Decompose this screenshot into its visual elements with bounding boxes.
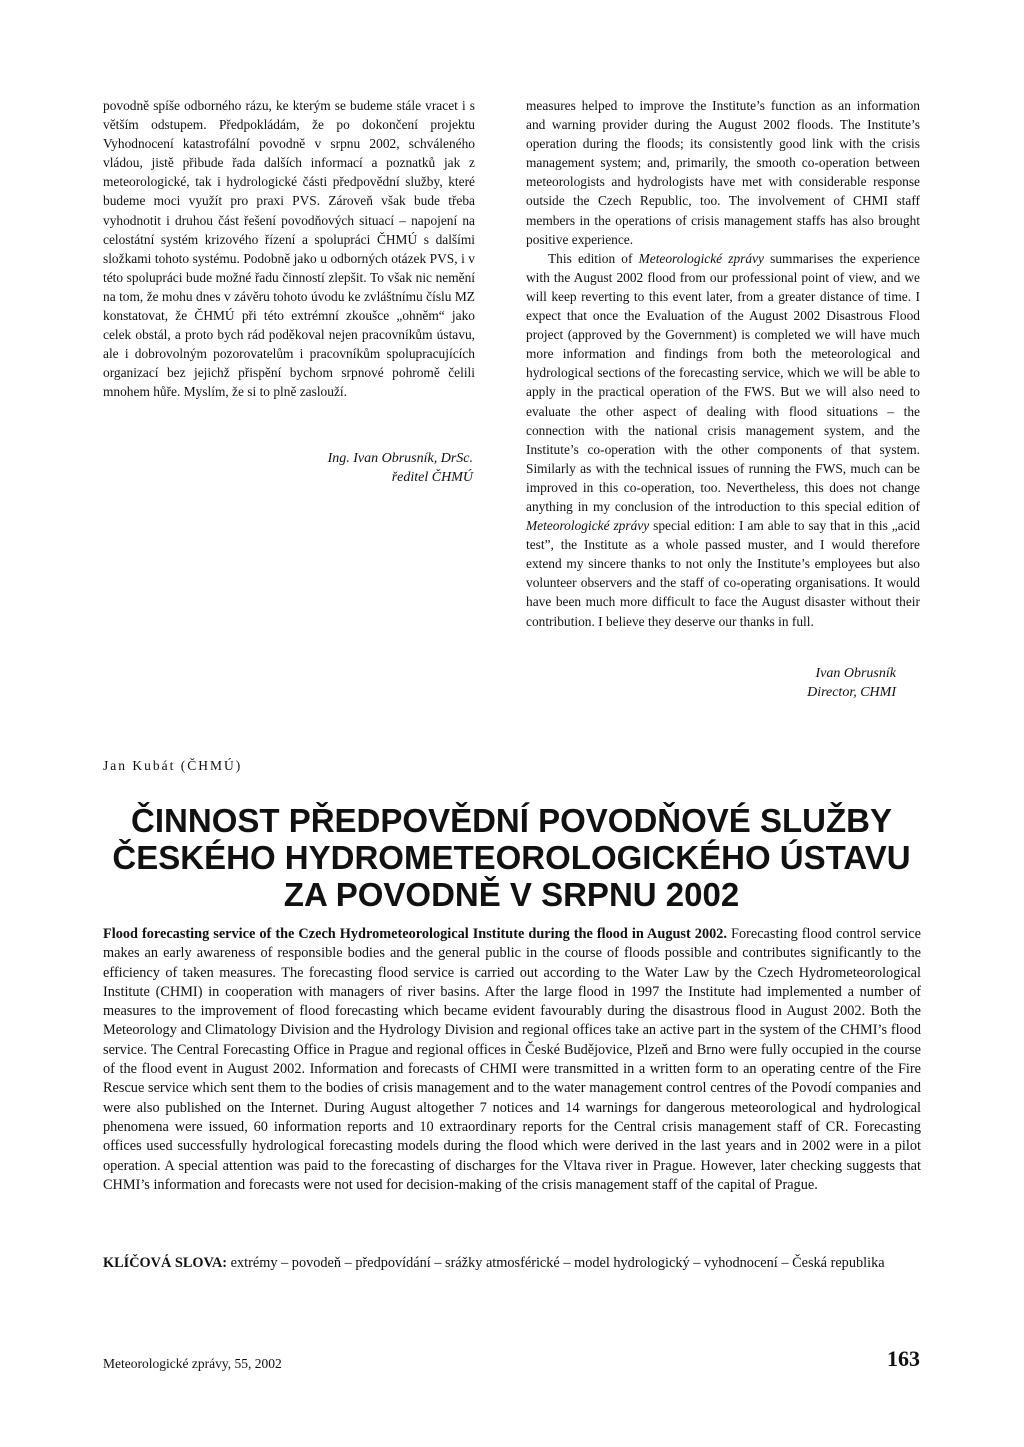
journal-name-italic-2: Meteorologické zprávy xyxy=(526,518,650,534)
journal-reference: Meteorologické zprávy, 55, 2002 xyxy=(103,1356,282,1371)
title-line-1: ČINNOST PŘEDPOVĚDNÍ POVODŇOVÉ SLUŽBY xyxy=(131,802,892,839)
right-paragraph-2-part-1: This edition of xyxy=(548,250,639,266)
signature-name-english: Ivan Obrusník xyxy=(815,666,896,681)
signature-title-english: Director, CHMI xyxy=(807,685,896,700)
czech-signature-block xyxy=(300,449,473,487)
article-author: Jan Kubát (ČHMÚ) xyxy=(103,758,243,773)
right-paragraph-1: measures helped to improve the Institute’s function as an information and warning provider during the August 2002 floods. The Institute’s operation during the floods; its consistently good link with the crisis management system; and, primarily, the smooth co-operation between meteorologists and hydrologists have met with considerable response outside the Czech Republic, too. The involvement of CHMI staff members in the operations of crisis management staffs has also brought positive experience. xyxy=(526,98,920,247)
page-number: 163 xyxy=(887,1346,920,1371)
abstract xyxy=(103,925,921,1195)
keywords-label: KLÍČOVÁ SLOVA: xyxy=(103,1255,228,1271)
title-line-3: ZA POVODNĚ V SRPNU 2002 xyxy=(283,876,740,913)
abstract-heading: Flood forecasting service of the Czech Hydrometeorological Institute during the flood in August 2002. xyxy=(103,926,727,942)
journal-name-italic-1: Meteorologické zprávy xyxy=(638,250,764,266)
article-title xyxy=(103,802,920,913)
title-line-2: ČESKÉHO HYDROMETEOROLOGICKÉHO ÚSTAVU xyxy=(112,839,911,876)
right-paragraph-2 xyxy=(526,249,920,631)
signature-name-czech: Ing. Ivan Obrusník, DrSc. xyxy=(327,451,473,466)
left-paragraph: povodně spíše odborného rázu, ke kterým se budeme stále vracet i s větším odstupem. Předpokládám, že po dokončení projektu Vyhodnocení katastrofální povodně v srpnu 2002, schváleného vládou, jistě přibude řada dalších informací a poznatků jak z meteorologické, tak i hydrologické části předpovědní služby, které budeme moci využít pro praxi PVS. Zároveň však bude třeba vyhodnotit i druhou část řešení povodňových situací – napojení na celostátní systém krizového řízení a spolupráci ČHMÚ s dalšími složkami tohoto systému. Podobně jako u odborných otázek PVS, i v této spolupráci bude možné řadu činností zlepšit. To však nic nemění na tom, že mohu dnes v závěru tohoto úvodu ke zvláštnímu číslu MZ konstatovat, že ČHMÚ při této extrémní zkoušce „ohněm“ jako celek obstál, a proto bych rád poděkoval nejen pracovníkům ústavu, ale i dobrovolným pozorovatelům i pracovníkům spolupracujících organizací bez jejichž přispění bychom srpnové pohromě čelili mnohem hůře. Myslím, že si to plně zaslouží. xyxy=(103,98,475,400)
right-paragraph-2-part-2: summarises the experience with the August 2002 flood from our professional point of view, and we will keep reverting to this event later, from a greater distance of time. I expect that once the Evaluation of the August 2002 Disastrous Flood project (approved by the Government) is completed we will have much more information and findings from both the meteorological and hydrological sections of the forecasting service, which we will be able to apply in the practical operation of the FWS. But we will also need to evaluate the other aspect of dealing with flood situations – the connection with the national crisis management system, and the Institute’s co-operation with the other components of that system. Similarly as with the technical issues of running the FWS, much can be improved in this co-operation, too. Nevertheless, this does not change anything in my conclusion of the introduction to this special edition of xyxy=(526,250,920,514)
signature-title-czech: ředitel ČHMÚ xyxy=(391,470,473,485)
english-signature-block xyxy=(700,664,896,702)
right-text-column xyxy=(526,96,920,631)
keywords-text: extrémy – povodeň – předpovídání – srážky atmosférické – model hydrologický – vyhodnocení – Česká republika xyxy=(227,1255,885,1271)
left-text-column xyxy=(103,96,475,402)
keywords xyxy=(103,1254,921,1274)
right-paragraph-2-part-3: special edition: I am able to say that in this „acid test”, the Institute as a whole passed muster, and I would therefore extend my sincere thanks to not only the Institute’s employees but also volunteer observers and the staff of co-operating organisations. It would have been much more difficult to face the August disaster without their contribution. I believe they deserve our thanks in full. xyxy=(526,518,921,629)
abstract-text: Forecasting flood control service makes an early awareness of responsible bodies and the general public in the course of floods possible and contributes significantly to the efficiency of taken measures. The forecasting flood service is carried out according to the Water Law by the Czech Hydrometeorological Institute (CHMI) in cooperation with managers of river basins. After the large flood in 1997 the Institute had implemented a number of measures to the improvement of flood forecasting which became evident favourably during the disastrous flood in August 2002. Both the Meteorology and Climatology Division and the Hydrology Division and regional offices take an active part in the system of the CHMI’s flood service. The Central Forecasting Office in Prague and regional offices in České Budějovice, Plzeň and Brno were fully occupied in the course of the flood event in August 2002. Information and forecasts of CHMI were transmitted in a written form to an operating centre of the Fire Rescue service which sent them to the bodies of crisis management and to the water management control centres of the Povodí companies and were also published on the Internet. During August altogether 7 notices and 14 warnings for dangerous meteorological and hydrological phenomena were issued, 60 information reports and 10 extraordinary reports for the Central crisis management staff of CR. Forecasting offices used successfully hydrological forecasting models during the flood which were derived in the last years and in 2002 were in a pilot operation. A special attention was paid to the forecasting of discharges for the Vltava river in Prague. However, later checking suggests that CHMI’s information and forecasts were not used for decision-making of the crisis management staff of the capital of Prague. xyxy=(103,926,921,1193)
